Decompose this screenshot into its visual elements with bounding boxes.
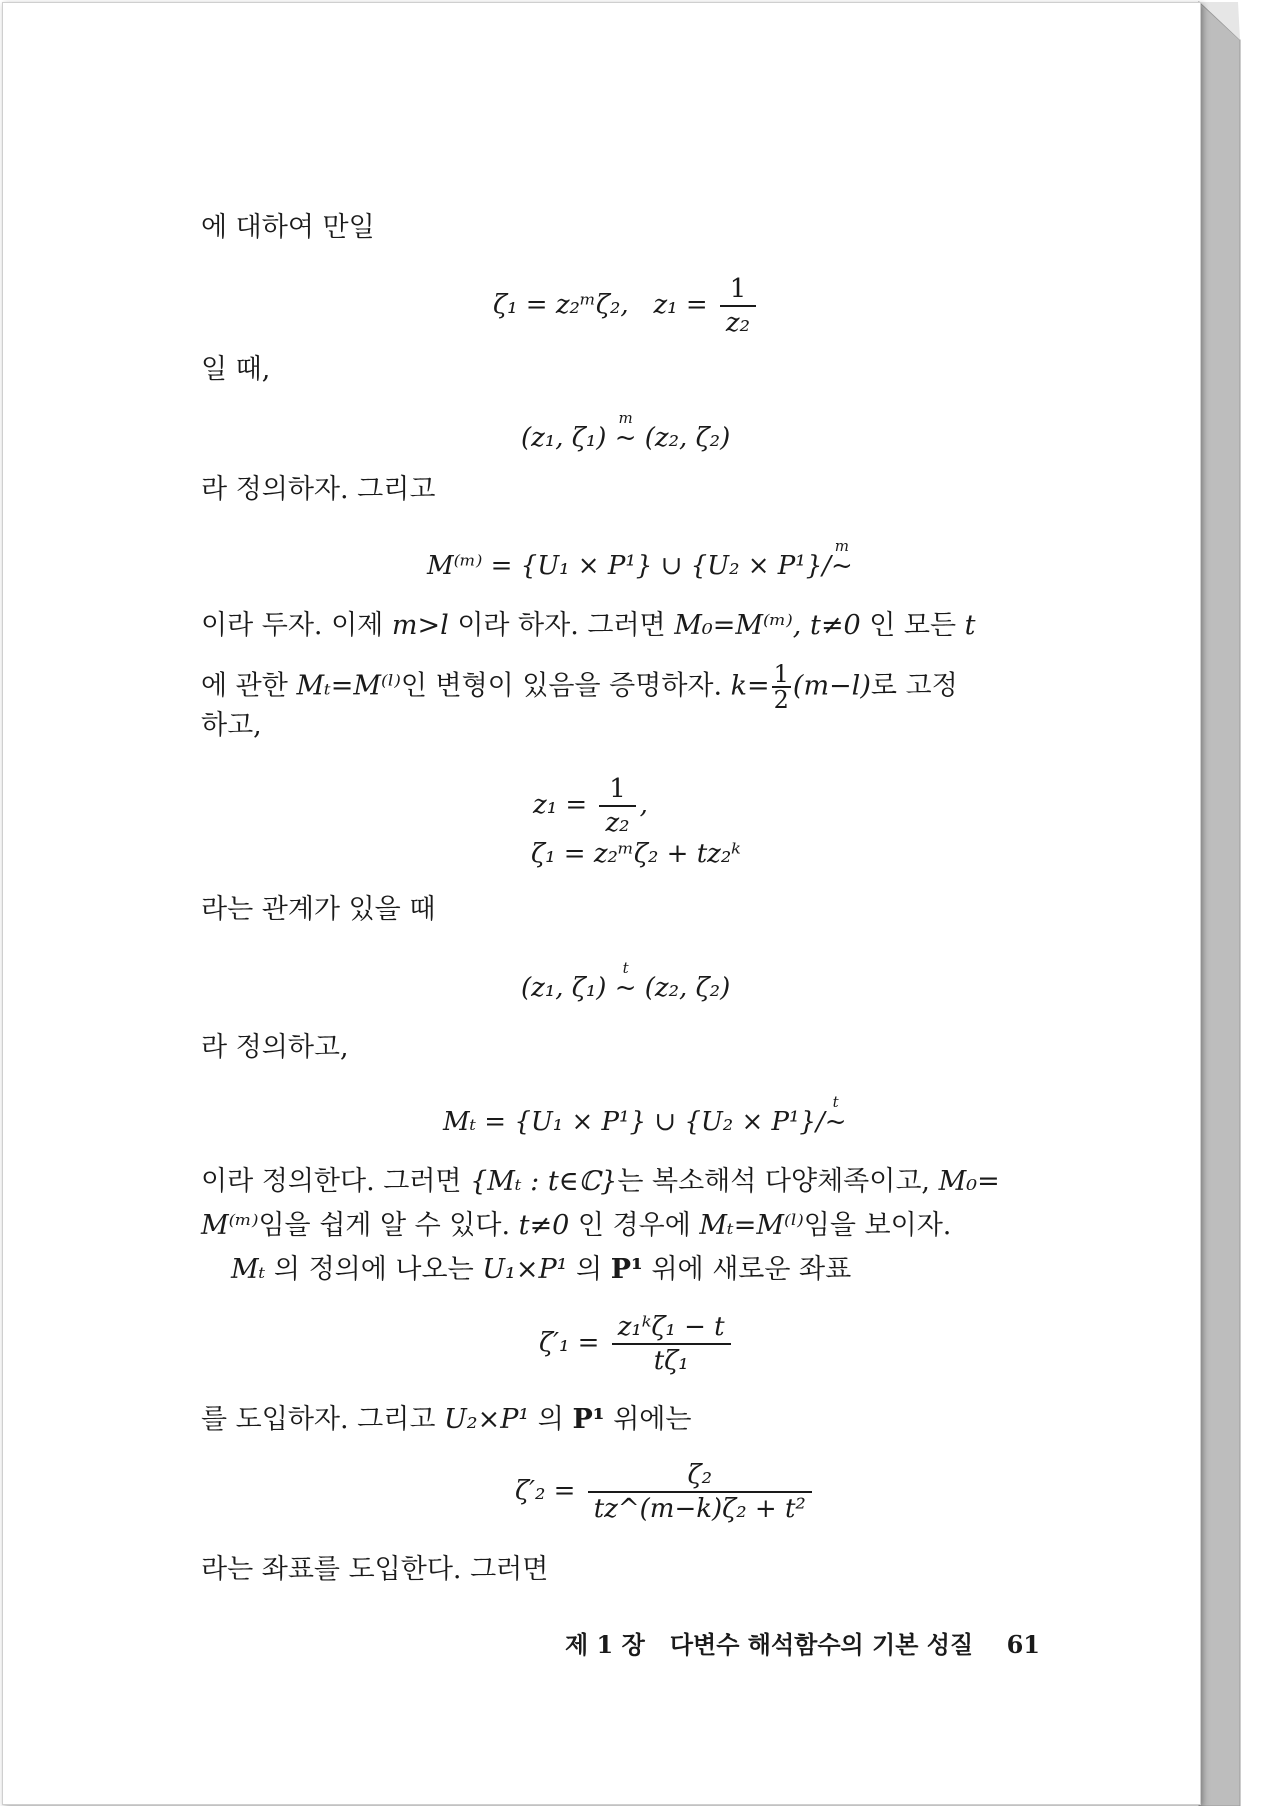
equation-part: z₁ = [653,290,708,320]
math-inline: t [964,610,976,641]
fraction-denominator: tz^(m−k)ζ₂ + t² [593,1494,806,1524]
equation-7 [443,1093,847,1137]
fraction [599,775,635,837]
math-inline: t≠0 [518,1210,570,1241]
equation-3 [427,537,853,581]
relation-index: m [618,409,633,427]
equation-part: (z₁, ζ₁) [521,973,607,1003]
relation-index: m [834,537,850,555]
equation-part: M⁽ᵐ⁾ = {U₁ × P¹} ∪ {U₂ × P¹}/ [427,551,832,581]
text-line: 라는 좌표를 도입한다. 그러면 [201,1554,549,1585]
text-segment: 의 정의에 나오는 [273,1254,474,1285]
text-segment: 에 관한 [201,670,288,702]
fraction [720,275,756,337]
text-line [201,1165,1000,1199]
equation-5: ζ₁ = z₂ᵐζ₂ + tz₂ᵏ [531,839,741,869]
book-page [2,2,1201,1805]
page-number: 61 [1006,1630,1040,1659]
text-line: 라는 관계가 있을 때 [201,894,436,925]
text-line [201,660,958,714]
fraction-numerator: 1 [720,275,756,307]
fraction-denominator: z₂ [725,308,751,338]
equivalence-relation [824,1093,847,1137]
text-segment: 이라 두자. 이제 [201,610,384,641]
text-segment: 임을 보이자. [803,1210,952,1241]
equation-part: ζ′₂ = [515,1476,576,1506]
text-line [201,609,976,643]
equation-part: Mₜ = {U₁ × P¹} ∪ {U₂ × P¹}/ [443,1107,825,1137]
fraction-numerator: z₁ᵏζ₁ − t [612,1313,731,1345]
text-line: 라 정의하고, [201,1032,349,1063]
math-inline: U₂×P¹ [444,1404,530,1435]
math-inline: (m−l) [792,670,871,702]
equation-4 [533,775,648,837]
text-segment: 로 고정 [870,670,958,702]
math-inline: U₁×P¹ [482,1254,568,1285]
equivalence-relation [614,959,637,1003]
text-segment: 위에 새로운 좌표 [651,1254,852,1285]
text-line: 라 정의하자. 그리고 [201,474,436,505]
math-inline: {Mₜ : t∈ℂ} [470,1166,618,1197]
fraction-numerator: 1 [599,775,635,807]
text-line [201,1209,951,1243]
text-segment: 인 경우에 [577,1210,691,1241]
equation-part: (z₁, ζ₁) [521,423,607,453]
text-line: 에 대하여 만일 [201,212,375,243]
text-segment: 의 [576,1254,603,1285]
text-line [201,1403,691,1437]
text-segment: 를 도입하자. 그리고 [201,1404,436,1435]
math-inline: t≠0 [809,610,861,641]
math-inline: M⁽ᵐ⁾ [201,1210,259,1241]
equation-part: z₁ = [533,790,588,820]
text-line [231,1253,851,1287]
equivalence-relation [831,537,853,581]
chapter-label: 제 1 장 [565,1630,645,1659]
math-inline: k= [730,670,770,702]
chapter-title: 다변수 해석함수의 기본 성질 [669,1630,974,1659]
equation-2 [521,409,731,453]
text-segment: 의 [537,1404,564,1435]
equation-part: , [639,790,648,820]
tilde-symbol: ~ [614,423,637,453]
tilde-symbol: ~ [614,973,637,1003]
tilde-symbol: ~ [831,551,853,581]
equation-part: ζ₁ = z₂ᵐζ₂, [493,290,629,320]
relation-index: t [832,1093,839,1111]
equation-1 [493,275,760,337]
math-inline: Mₜ [231,1254,266,1285]
text-segment: 는 복소해석 다양체족이고, [617,1166,930,1197]
text-segment: 이라 정의한다. 그러면 [201,1166,462,1197]
text-segment: 이라 하자. 그러면 [457,610,666,641]
math-inline: P¹ [610,1254,643,1285]
relation-index: t [622,959,629,977]
fraction [588,1461,812,1523]
equation-part: (z₂, ζ₂) [644,973,731,1003]
equation-6 [521,959,731,1003]
running-footer [565,1625,1040,1660]
equivalence-relation [614,409,637,453]
equation-8 [539,1313,735,1375]
equation-part: (z₂, ζ₂) [644,423,731,453]
fraction-denominator: tζ₁ [653,1346,689,1376]
math-inline: M₀=M⁽ᵐ⁾, [674,610,802,641]
math-inline: Mₜ=M⁽ˡ⁾ [699,1210,804,1241]
fraction-one-half [772,660,791,714]
fraction-denominator: 2 [773,686,789,714]
text-line: 하고, [201,710,262,741]
fraction [612,1313,731,1375]
math-inline: m>l [391,610,449,641]
fraction-denominator: z₂ [605,808,630,838]
text-line: 일 때, [201,354,271,385]
text-segment: 인 모든 [869,610,957,641]
fraction-numerator: ζ₂ [588,1461,812,1493]
math-inline: M₀= [938,1166,1000,1197]
fraction-numerator: 1 [773,660,789,688]
text-segment: 임을 쉽게 알 수 있다. [258,1210,511,1241]
equation-part: ζ′₁ = [539,1328,600,1358]
equation-9 [515,1461,816,1523]
math-inline: Mₜ=M⁽ˡ⁾ [296,670,401,702]
text-segment: 인 변형이 있음을 증명하자. [400,670,723,702]
math-inline: P¹ [572,1404,605,1435]
tilde-symbol: ~ [824,1107,847,1137]
text-segment: 위에는 [613,1404,692,1435]
